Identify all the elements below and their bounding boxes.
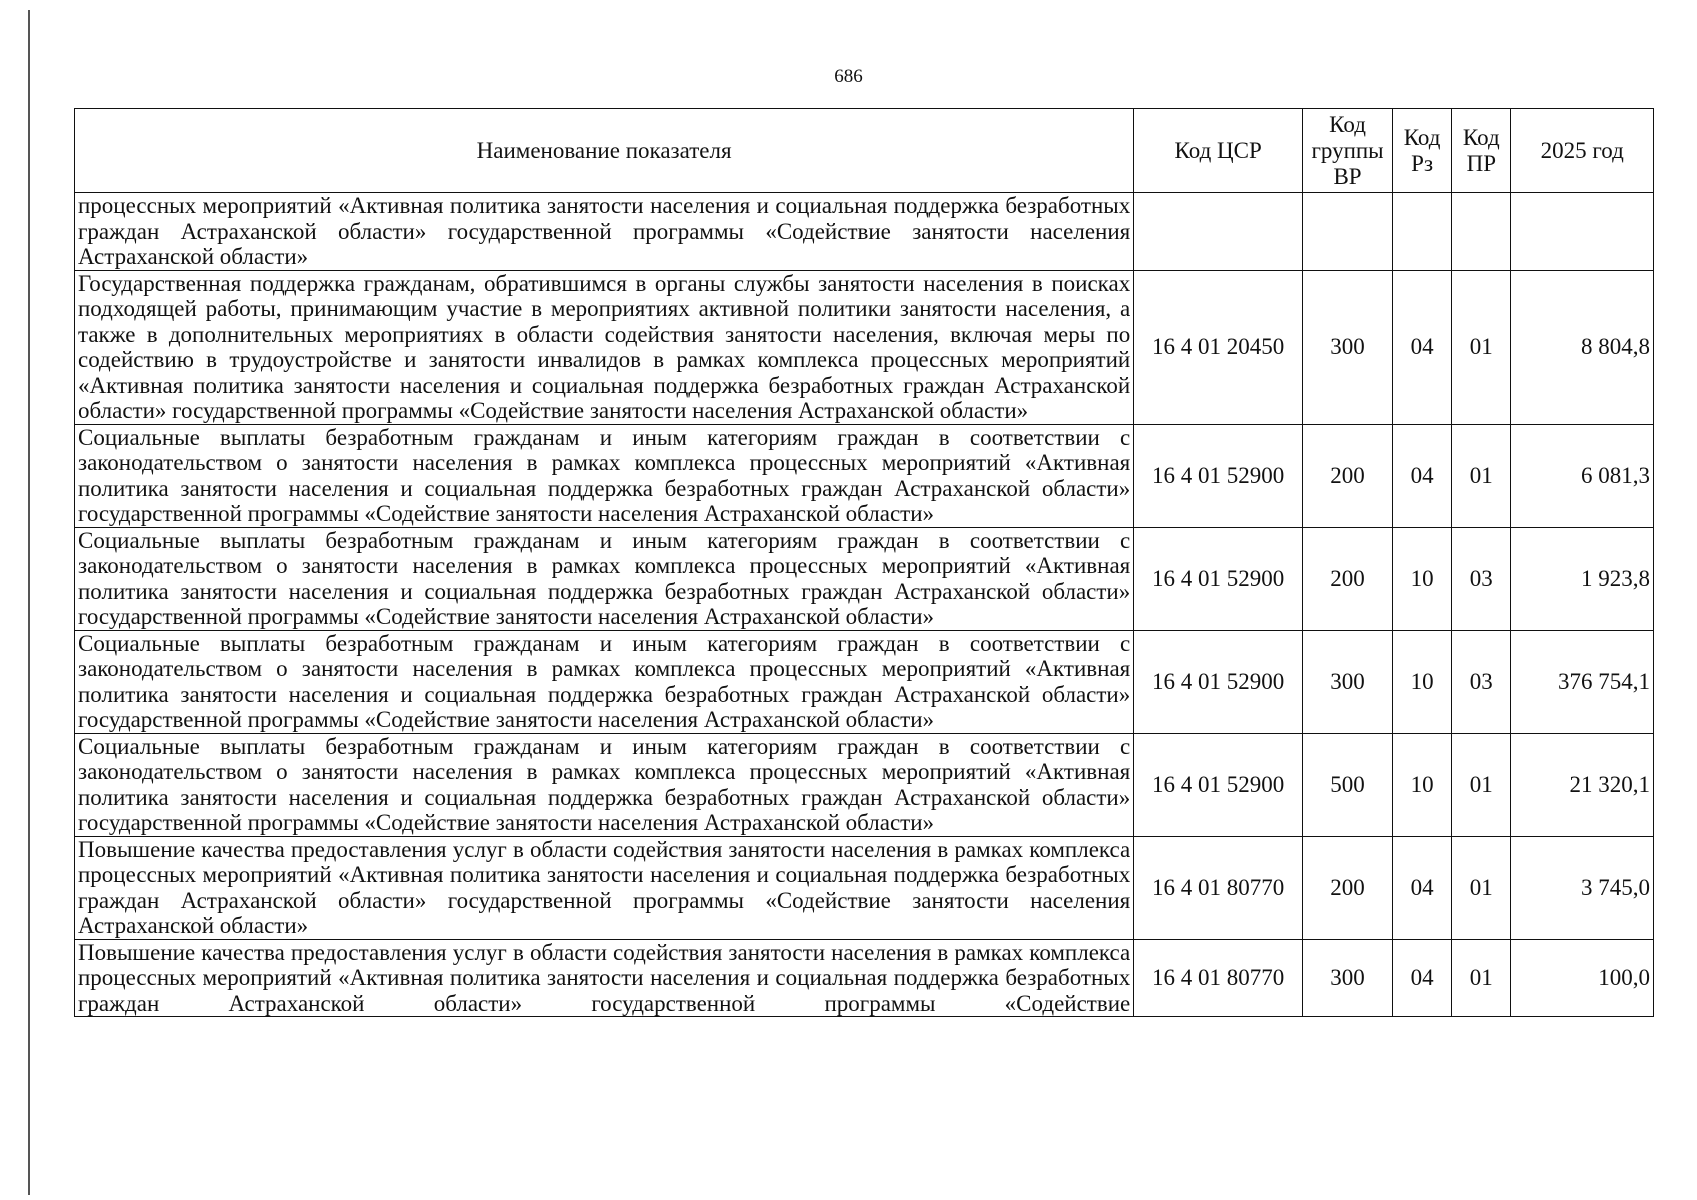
row-rz-code: 04 xyxy=(1393,939,1452,1017)
row-csr-code: 16 4 01 52900 xyxy=(1134,424,1303,527)
row-amount: 1 923,8 xyxy=(1511,527,1654,630)
row-amount xyxy=(1511,193,1654,271)
row-amount: 21 320,1 xyxy=(1511,733,1654,836)
row-vr-code: 300 xyxy=(1303,939,1393,1017)
header-vr-code: Код группы ВР xyxy=(1303,109,1393,193)
row-name: Социальные выплаты безработным гражданам и иным категориям граждан в соответствии с законодательством о занятости населения в рамках комплекса процессных мероприятий «Активная политика занятости населения и социальная поддержка безработных граждан Астраханской области» государственной программы «Содействие занятости населения Астраханской области» xyxy=(75,424,1134,527)
row-amount: 100,0 xyxy=(1511,939,1654,1017)
row-vr-code: 200 xyxy=(1303,424,1393,527)
row-pr-code: 01 xyxy=(1452,270,1511,424)
row-rz-code: 04 xyxy=(1393,424,1452,527)
row-csr-code: 16 4 01 52900 xyxy=(1134,733,1303,836)
row-pr-code: 01 xyxy=(1452,836,1511,939)
table-row xyxy=(75,193,1654,271)
row-pr-code: 03 xyxy=(1452,527,1511,630)
row-vr-code: 200 xyxy=(1303,836,1393,939)
row-rz-code: 04 xyxy=(1393,270,1452,424)
row-pr-code: 01 xyxy=(1452,939,1511,1017)
page-binding-line xyxy=(28,10,30,1195)
row-rz-code: 10 xyxy=(1393,527,1452,630)
table-row xyxy=(75,527,1654,630)
header-pr-code: Код ПР xyxy=(1452,109,1511,193)
table-row xyxy=(75,733,1654,836)
page-number: 686 xyxy=(834,66,863,87)
row-name: Социальные выплаты безработным гражданам и иным категориям граждан в соответствии с законодательством о занятости населения в рамках комплекса процессных мероприятий «Активная политика занятости населения и социальная поддержка безработных граждан Астраханской области» государственной программы «Содействие занятости населения Астраханской области» xyxy=(75,733,1134,836)
row-rz-code: 10 xyxy=(1393,630,1452,733)
row-name: процессных мероприятий «Активная политика занятости населения и социальная поддержка безработных граждан Астраханской области» государственной программы «Содействие занятости населения Астраханской области» xyxy=(75,193,1134,271)
row-vr-code: 300 xyxy=(1303,270,1393,424)
header-csr-code: Код ЦСР xyxy=(1134,109,1303,193)
row-csr-code: 16 4 01 80770 xyxy=(1134,836,1303,939)
row-rz-code: 04 xyxy=(1393,836,1452,939)
row-csr-code: 16 4 01 80770 xyxy=(1134,939,1303,1017)
row-pr-code: 03 xyxy=(1452,630,1511,733)
row-amount: 8 804,8 xyxy=(1511,270,1654,424)
row-vr-code xyxy=(1303,193,1393,271)
row-amount: 3 745,0 xyxy=(1511,836,1654,939)
table-row xyxy=(75,424,1654,527)
row-name: Повышение качества предоставления услуг в области содействия занятости населения в рамках комплекса процессных мероприятий «Активная политика занятости населения и социальная поддержка безработных граждан Астраханской области» государственной программы «Содействие xyxy=(75,939,1134,1017)
row-vr-code: 300 xyxy=(1303,630,1393,733)
row-name: Повышение качества предоставления услуг в области содействия занятости населения в рамках комплекса процессных мероприятий «Активная политика занятости населения и социальная поддержка безработных граждан Астраханской области» государственной программы «Содействие занятости населения Астраханской области» xyxy=(75,836,1134,939)
row-amount: 6 081,3 xyxy=(1511,424,1654,527)
row-name: Социальные выплаты безработным гражданам и иным категориям граждан в соответствии с законодательством о занятости населения в рамках комплекса процессных мероприятий «Активная политика занятости населения и социальная поддержка безработных граждан Астраханской области» государственной программы «Содействие занятости населения Астраханской области» xyxy=(75,630,1134,733)
row-pr-code: 01 xyxy=(1452,733,1511,836)
table-row xyxy=(75,270,1654,424)
row-csr-code xyxy=(1134,193,1303,271)
header-rz-code: Код Рз xyxy=(1393,109,1452,193)
header-year-2025: 2025 год xyxy=(1511,109,1654,193)
table-row xyxy=(75,836,1654,939)
row-rz-code xyxy=(1393,193,1452,271)
table-header-row xyxy=(75,109,1654,193)
row-csr-code: 16 4 01 52900 xyxy=(1134,630,1303,733)
table-row xyxy=(75,939,1654,1017)
table-row xyxy=(75,630,1654,733)
row-vr-code: 500 xyxy=(1303,733,1393,836)
row-pr-code: 01 xyxy=(1452,424,1511,527)
row-csr-code: 16 4 01 52900 xyxy=(1134,527,1303,630)
header-name: Наименование показателя xyxy=(75,109,1134,193)
row-pr-code xyxy=(1452,193,1511,271)
row-amount: 376 754,1 xyxy=(1511,630,1654,733)
row-name: Социальные выплаты безработным гражданам и иным категориям граждан в соответствии с законодательством о занятости населения в рамках комплекса процессных мероприятий «Активная политика занятости населения и социальная поддержка безработных граждан Астраханской области» государственной программы «Содействие занятости населения Астраханской области» xyxy=(75,527,1134,630)
row-rz-code: 10 xyxy=(1393,733,1452,836)
row-vr-code: 200 xyxy=(1303,527,1393,630)
row-csr-code: 16 4 01 20450 xyxy=(1134,270,1303,424)
row-name: Государственная поддержка гражданам, обратившимся в органы службы занятости населения в поисках подходящей работы, принимающим участие в мероприятиях активной политики занятости населения, а также в дополнительных мероприятиях в области содействия занятости населения, включая меры по содействию в трудоустройстве и занятости инвалидов в рамках комплекса процессных мероприятий «Активная политика занятости населения и социальная поддержка безработных граждан Астраханской области» государственной программы «Содействие занятости населения Астраханской области» xyxy=(75,270,1134,424)
budget-table xyxy=(74,108,1654,1017)
